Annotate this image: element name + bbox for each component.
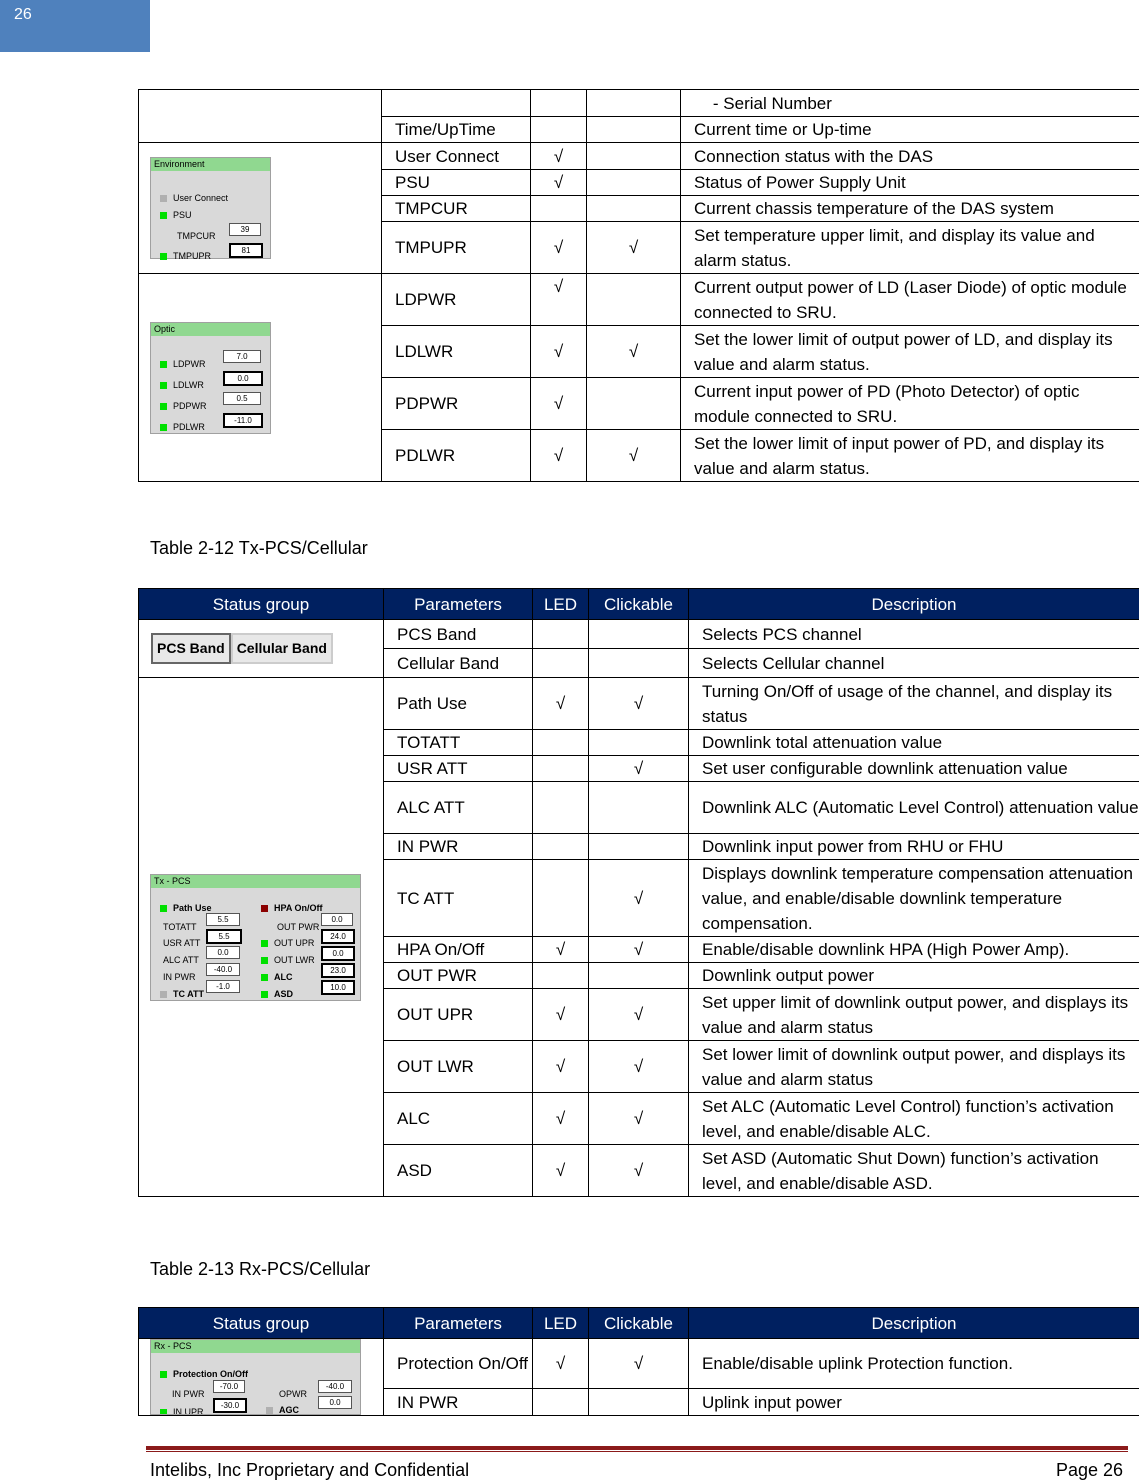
page-number-tab: 26 (0, 0, 150, 52)
pdpwr-value[interactable]: 0.5 (223, 392, 261, 405)
table-1 (138, 89, 1139, 482)
table-row: USR ATT √ Set user configurable downlink attenuation value (139, 756, 1139, 782)
footer-divider (146, 1446, 1128, 1450)
table-row: OUT PWR Downlink output power (139, 963, 1139, 989)
protection-led (160, 1371, 167, 1378)
table-header-row: Status group Parameters LED Clickable Description (139, 1308, 1139, 1339)
table-row: OUT UPR √ √ Set upper limit of downlink output power, and displays its value and alarm status (139, 989, 1139, 1041)
rx-pcs-panel: Rx - PCS Protection On/Off IN PWR -70.0 IN UPR -30.0 OPWR -40.0 AGC 0.0 (150, 1339, 361, 1415)
agc-led (266, 1407, 273, 1414)
table-caption-2-13: Table 2-13 Rx-PCS/Cellular (150, 1259, 371, 1279)
table-row: PCS Band Cellular Band PCS Band Selects PCS channel (139, 620, 1139, 649)
tmpupr-led (160, 253, 167, 260)
pdlwr-led (160, 424, 167, 431)
optic-panel: Optic LDPWR 7.0 LDLWR 0.0 PDPWR 0.5 PDLWR -11.0 (150, 322, 271, 434)
table-row: Cellular Band Selects Cellular channel (139, 649, 1139, 678)
panel-title: Tx - PCS (151, 875, 360, 888)
panel-title: Rx - PCS (151, 1340, 360, 1353)
table-row: - Serial Number (139, 90, 1139, 117)
hpa-led (261, 905, 268, 912)
table-row: IN PWR Downlink input power from RHU or FHU (139, 834, 1139, 860)
rx-pcs-panel-cell (139, 1339, 384, 1416)
table-row: ALC ATT Downlink ALC (Automatic Level Control) attenuation value (139, 782, 1139, 834)
table-row: IN PWR Uplink input power (139, 1389, 1139, 1416)
footer-confidential: Intelibs, Inc Proprietary and Confidential (150, 1460, 470, 1480)
usratt-value[interactable]: 5.5 (206, 929, 242, 944)
tmpcur-value[interactable]: 39 (229, 223, 261, 236)
outpwr-value[interactable]: 0.0 (321, 913, 353, 926)
band-buttons-cell (139, 620, 384, 678)
table-row: ASD √ √ Set ASD (Automatic Shut Down) function’s activation level, and enable/disable ASD. (139, 1145, 1139, 1197)
table-row: Optic LDPWR 7.0 LDLWR 0.0 PDPWR 0.5 PDLWR -11.0 LDPWR √ Current output power of LD (Laser Diode) of optic module connected to SRU. (139, 274, 1139, 326)
table-row: TMPCUR Current chassis temperature of the DAS system (139, 196, 1139, 222)
footer-page-number: Page 26 (1055, 1460, 1123, 1480)
footer-divider-thin (146, 1451, 1128, 1452)
table-row: HPA On/Off √ √ Enable/disable downlink HPA (High Power Amp). (139, 937, 1139, 963)
inupr-value[interactable]: -30.0 (213, 1398, 247, 1413)
table-row: PDPWR √ Current input power of PD (Photo Detector) of optic module connected to SRU. (139, 378, 1139, 430)
tcatt-value[interactable]: -1.0 (206, 980, 240, 993)
path-use-led (160, 905, 167, 912)
table-row: LDLWR √ √ Set the lower limit of output power of LD, and display its value and alarm status. (139, 326, 1139, 378)
alc-value[interactable]: 23.0 (321, 963, 355, 978)
environment-panel-cell (139, 143, 382, 274)
tmpupr-value[interactable]: 81 (229, 243, 263, 258)
optic-panel-cell (139, 274, 382, 482)
table-row: Rx - PCS Protection On/Off IN PWR -70.0 IN UPR -30.0 OPWR -40.0 AGC 0.0 Protection On/Off √ √ Enable/disable uplink Protection function. (139, 1339, 1139, 1389)
table-caption-2-12: Table 2-12 Tx-PCS/Cellular (150, 538, 368, 558)
asd-led (261, 991, 268, 998)
panel-title: Environment (151, 158, 270, 171)
table-row: TMPUPR √ √ Set temperature upper limit, and display its value and alarm status. (139, 222, 1139, 274)
table-row: Environment User Connect PSU TMPCUR 39 TMPUPR 81 User Connect √ Connection status with the DAS (139, 143, 1139, 170)
user-connect-led (160, 195, 167, 202)
outupr-value[interactable]: 24.0 (321, 929, 355, 944)
table-row: TC ATT √ Displays downlink temperature compensation attenuation value, and enable/disable downlink temperature compensation. (139, 860, 1139, 937)
table-3 (138, 1307, 1139, 1416)
inpwr-value[interactable]: -40.0 (206, 963, 240, 976)
ldpwr-led (160, 361, 167, 368)
table-header-row: Status group Parameters LED Clickable Description (139, 589, 1139, 620)
outlwr-led (261, 957, 268, 964)
psu-led (160, 212, 167, 219)
totatt-value[interactable]: 5.5 (206, 913, 240, 926)
ldlwr-led (160, 382, 167, 389)
ldpwr-value[interactable]: 7.0 (223, 350, 261, 363)
cellular-band-button[interactable]: Cellular Band (231, 633, 333, 664)
table-row: OUT LWR √ √ Set lower limit of downlink output power, and displays its value and alarm status (139, 1041, 1139, 1093)
outupr-led (261, 940, 268, 947)
table-row: TOTATT Downlink total attenuation value (139, 730, 1139, 756)
tx-pcs-panel: Tx - PCS Path Use HPA On/Off TOTATT 5.5 USR ATT 5.5 ALC ATT 0.0 IN PWR -40.0 TC ATT -1.0 OUT PWR 0.0 OUT UPR 24.0 OUT LWR 0.0 ALC 23.0 ASD 10.0 (150, 874, 361, 1001)
pdpwr-led (160, 403, 167, 410)
table-row: PSU √ Status of Power Supply Unit (139, 170, 1139, 196)
tx-pcs-panel-cell (139, 678, 384, 1197)
pcs-band-button[interactable]: PCS Band (151, 633, 231, 664)
agc-value[interactable]: 0.0 (318, 1396, 352, 1409)
alcatt-value[interactable]: 0.0 (206, 946, 240, 959)
table-row: Time/UpTime Current time or Up-time (139, 117, 1139, 143)
opwr-value[interactable]: -40.0 (318, 1380, 352, 1393)
outlwr-value[interactable]: 0.0 (321, 946, 355, 961)
table-row: Tx - PCS Path Use HPA On/Off TOTATT 5.5 USR ATT 5.5 ALC ATT 0.0 IN PWR -40.0 TC ATT -1.0 OUT PWR 0.0 OUT UPR 24.0 OUT LWR 0.0 ALC 23.0 ASD 10.0 Path Use √ √ Turning On/Off of usage of the channel, and display its status (139, 678, 1139, 730)
table-row: ALC √ √ Set ALC (Automatic Level Control) function’s activation level, and enable/disable ALC. (139, 1093, 1139, 1145)
asd-value[interactable]: 10.0 (321, 980, 355, 995)
inupr-led (160, 1409, 167, 1415)
rx-inpwr-value[interactable]: -70.0 (213, 1380, 245, 1393)
alc-led (261, 974, 268, 981)
ldlwr-value[interactable]: 0.0 (223, 371, 263, 386)
table-2 (138, 588, 1139, 1197)
tcatt-led (160, 991, 167, 998)
panel-title: Optic (151, 323, 270, 336)
table-row: PDLWR √ √ Set the lower limit of input power of PD, and display its value and alarm status. (139, 430, 1139, 482)
pdlwr-value[interactable]: -11.0 (223, 413, 263, 428)
environment-panel: Environment User Connect PSU TMPCUR 39 TMPUPR 81 (150, 157, 271, 259)
